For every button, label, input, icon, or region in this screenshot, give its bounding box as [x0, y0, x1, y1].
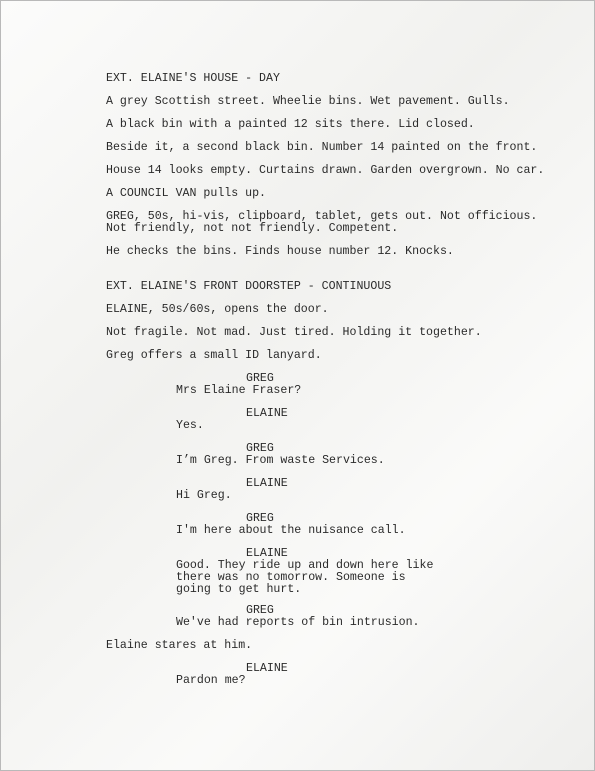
action-line: Beside it, a second black bin. Number 14 painted on the front.: [106, 141, 538, 154]
character-name: ELAINE: [246, 547, 288, 560]
dialogue-line: Mrs Elaine Fraser?: [176, 384, 302, 397]
scene-heading: EXT. ELAINE'S FRONT DOORSTEP - CONTINUOUS: [106, 280, 392, 293]
dialogue-line: Yes.: [176, 419, 204, 432]
dialogue-line: I'm here about the nuisance call.: [176, 524, 406, 537]
dialogue-line: Good. They ride up and down here like: [176, 559, 434, 572]
action-line: A black bin with a painted 12 sits there. Lid closed.: [106, 118, 475, 131]
dialogue-line: Pardon me?: [176, 674, 246, 687]
character-name: GREG: [246, 442, 274, 455]
dialogue-line: there was no tomorrow. Someone is: [176, 571, 406, 584]
action-line: Not friendly, not not friendly. Competent.: [106, 222, 399, 235]
action-line: Not fragile. Not mad. Just tired. Holding it together.: [106, 326, 482, 339]
dialogue-line: I’m Greg. From waste Services.: [176, 454, 385, 467]
action-line: Elaine stares at him.: [106, 639, 253, 652]
scene-heading: EXT. ELAINE'S HOUSE - DAY: [106, 72, 280, 85]
character-name: ELAINE: [246, 477, 288, 490]
action-line: A grey Scottish street. Wheelie bins. Wet pavement. Gulls.: [106, 95, 510, 108]
dialogue-line: Hi Greg.: [176, 489, 232, 502]
action-line: House 14 looks empty. Curtains drawn. Garden overgrown. No car.: [106, 164, 545, 177]
dialogue-line: We've had reports of bin intrusion.: [176, 616, 420, 629]
character-name: GREG: [246, 372, 274, 385]
action-line: ELAINE, 50s/60s, opens the door.: [106, 303, 329, 316]
character-name: GREG: [246, 512, 274, 525]
character-name: ELAINE: [246, 407, 288, 420]
action-line: GREG, 50s, hi-vis, clipboard, tablet, gets out. Not officious.: [106, 210, 538, 223]
action-line: He checks the bins. Finds house number 12. Knocks.: [106, 245, 454, 258]
character-name: GREG: [246, 604, 274, 617]
action-line: A COUNCIL VAN pulls up.: [106, 187, 267, 200]
action-line: Greg offers a small ID lanyard.: [106, 349, 322, 362]
character-name: ELAINE: [246, 662, 288, 675]
dialogue-line: going to get hurt.: [176, 583, 302, 596]
